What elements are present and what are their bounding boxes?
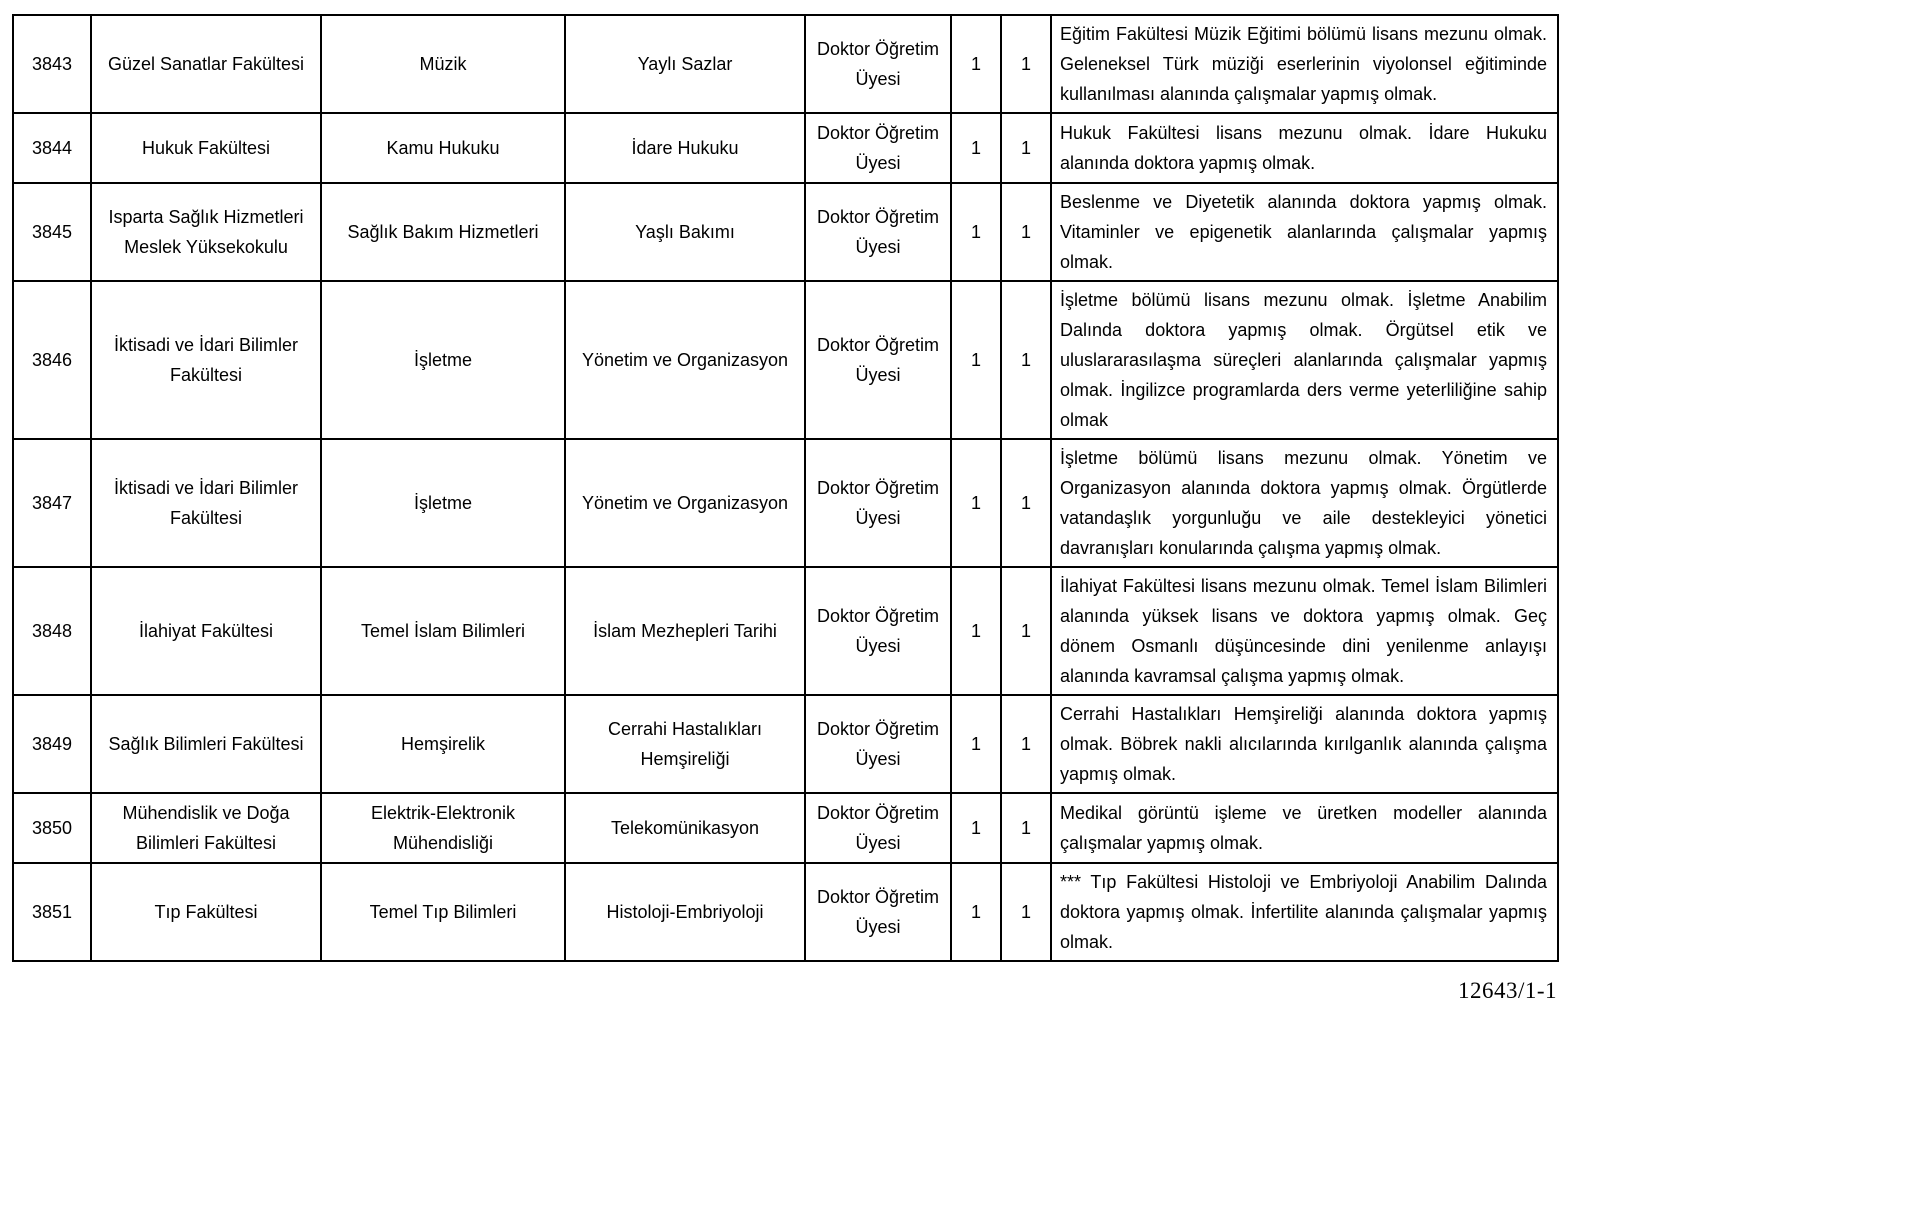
row-description-cell: Hukuk Fakültesi lisans mezunu olmak. İdare Hukuku alanında doktora yapmış olmak. <box>1051 113 1558 183</box>
job-postings-table <box>12 14 1559 962</box>
table-row <box>13 439 1558 567</box>
row-faculty-cell: Güzel Sanatlar Fakültesi <box>91 15 321 113</box>
row-description-cell: Medikal görüntü işleme ve üretken modeller alanında çalışmalar yapmış olmak. <box>1051 793 1558 863</box>
row-title-cell: Doktor Öğretim Üyesi <box>805 281 951 439</box>
row-faculty-cell: İktisadi ve İdari Bilimler Fakültesi <box>91 439 321 567</box>
row-quota2-cell: 1 <box>1001 113 1051 183</box>
row-department-cell: Hemşirelik <box>321 695 565 793</box>
row-department-cell: İşletme <box>321 439 565 567</box>
row-field-cell: İslam Mezhepleri Tarihi <box>565 567 805 695</box>
row-quota2-cell: 1 <box>1001 281 1051 439</box>
row-field-cell: Telekomünikasyon <box>565 793 805 863</box>
row-title-cell: Doktor Öğretim Üyesi <box>805 15 951 113</box>
row-id-cell: 3849 <box>13 695 91 793</box>
row-title-cell: Doktor Öğretim Üyesi <box>805 695 951 793</box>
table-body <box>13 15 1558 961</box>
document-page <box>12 14 1560 1004</box>
row-id-cell: 3850 <box>13 793 91 863</box>
row-quota2-cell: 1 <box>1001 183 1051 281</box>
table-row <box>13 793 1558 863</box>
row-quota-cell: 1 <box>951 113 1001 183</box>
row-id-cell: 3847 <box>13 439 91 567</box>
row-field-cell: Yaşlı Bakımı <box>565 183 805 281</box>
row-description-cell: Cerrahi Hastalıkları Hemşireliği alanında doktora yapmış olmak. Böbrek nakli alıcılarında kırılganlık alanında çalışma yapmış olmak. <box>1051 695 1558 793</box>
row-faculty-cell: İlahiyat Fakültesi <box>91 567 321 695</box>
row-department-cell: Elektrik-Elektronik Mühendisliği <box>321 793 565 863</box>
row-field-cell: Yönetim ve Organizasyon <box>565 281 805 439</box>
row-id-cell: 3843 <box>13 15 91 113</box>
row-quota-cell: 1 <box>951 15 1001 113</box>
row-id-cell: 3844 <box>13 113 91 183</box>
table-row <box>13 183 1558 281</box>
row-quota2-cell: 1 <box>1001 793 1051 863</box>
row-field-cell: Cerrahi Hastalıkları Hemşireliği <box>565 695 805 793</box>
row-quota2-cell: 1 <box>1001 567 1051 695</box>
row-quota-cell: 1 <box>951 183 1001 281</box>
row-title-cell: Doktor Öğretim Üyesi <box>805 183 951 281</box>
row-description-cell: Beslenme ve Diyetetik alanında doktora yapmış olmak. Vitaminler ve epigenetik alanlarında çalışmalar yapmış olmak. <box>1051 183 1558 281</box>
row-id-cell: 3848 <box>13 567 91 695</box>
row-department-cell: Temel Tıp Bilimleri <box>321 863 565 961</box>
table-row <box>13 281 1558 439</box>
row-faculty-cell: Hukuk Fakültesi <box>91 113 321 183</box>
row-title-cell: Doktor Öğretim Üyesi <box>805 863 951 961</box>
table-row <box>13 695 1558 793</box>
row-faculty-cell: Sağlık Bilimleri Fakültesi <box>91 695 321 793</box>
row-quota-cell: 1 <box>951 281 1001 439</box>
row-faculty-cell: Tıp Fakültesi <box>91 863 321 961</box>
table-row <box>13 15 1558 113</box>
row-quota-cell: 1 <box>951 695 1001 793</box>
row-faculty-cell: İktisadi ve İdari Bilimler Fakültesi <box>91 281 321 439</box>
row-description-cell: İlahiyat Fakültesi lisans mezunu olmak. Temel İslam Bilimleri alanında yüksek lisans ve doktora yapmış olmak. Geç dönem Osmanlı düşüncesinde dini yenilenme anlayışı alanında kavramsal çalışma yapmış olmak. <box>1051 567 1558 695</box>
row-description-cell: *** Tıp Fakültesi Histoloji ve Embriyoloji Anabilim Dalında doktora yapmış olmak. İnfertilite alanında çalışmalar yapmış olmak. <box>1051 863 1558 961</box>
row-department-cell: Müzik <box>321 15 565 113</box>
row-field-cell: Yaylı Sazlar <box>565 15 805 113</box>
row-title-cell: Doktor Öğretim Üyesi <box>805 439 951 567</box>
row-field-cell: İdare Hukuku <box>565 113 805 183</box>
row-department-cell: Temel İslam Bilimleri <box>321 567 565 695</box>
table-row <box>13 863 1558 961</box>
row-id-cell: 3851 <box>13 863 91 961</box>
row-quota2-cell: 1 <box>1001 15 1051 113</box>
table-row <box>13 567 1558 695</box>
row-field-cell: Yönetim ve Organizasyon <box>565 439 805 567</box>
row-quota-cell: 1 <box>951 863 1001 961</box>
row-quota-cell: 1 <box>951 793 1001 863</box>
row-title-cell: Doktor Öğretim Üyesi <box>805 567 951 695</box>
row-quota2-cell: 1 <box>1001 695 1051 793</box>
row-description-cell: Eğitim Fakültesi Müzik Eğitimi bölümü lisans mezunu olmak. Geleneksel Türk müziği eserlerinin viyolonsel eğitiminde kullanılması alanında çalışmalar yapmış olmak. <box>1051 15 1558 113</box>
row-description-cell: İşletme bölümü lisans mezunu olmak. İşletme Anabilim Dalında doktora yapmış olmak. Örgütsel etik ve uluslararasılaşma süreçleri alanlarında çalışmalar yapmış olmak. İngilizce programlarda ders verme yeterliliğine sahip olmak <box>1051 281 1558 439</box>
row-faculty-cell: Mühendislik ve Doğa Bilimleri Fakültesi <box>91 793 321 863</box>
row-title-cell: Doktor Öğretim Üyesi <box>805 113 951 183</box>
row-department-cell: Sağlık Bakım Hizmetleri <box>321 183 565 281</box>
row-department-cell: Kamu Hukuku <box>321 113 565 183</box>
page-reference: 12643/1-1 <box>1457 978 1557 1003</box>
row-title-cell: Doktor Öğretim Üyesi <box>805 793 951 863</box>
row-quota2-cell: 1 <box>1001 439 1051 567</box>
table-row <box>13 113 1558 183</box>
row-quota2-cell: 1 <box>1001 863 1051 961</box>
row-description-cell: İşletme bölümü lisans mezunu olmak. Yönetim ve Organizasyon alanında doktora yapmış olmak. Örgütlerde vatandaşlık yorgunluğu ve aile destekleyici yönetici davranışları konularında çalışma yapmış olmak. <box>1051 439 1558 567</box>
row-id-cell: 3846 <box>13 281 91 439</box>
row-field-cell: Histoloji-Embriyoloji <box>565 863 805 961</box>
row-id-cell: 3845 <box>13 183 91 281</box>
row-faculty-cell: Isparta Sağlık Hizmetleri Meslek Yüksekokulu <box>91 183 321 281</box>
row-department-cell: İşletme <box>321 281 565 439</box>
row-quota-cell: 1 <box>951 439 1001 567</box>
row-quota-cell: 1 <box>951 567 1001 695</box>
